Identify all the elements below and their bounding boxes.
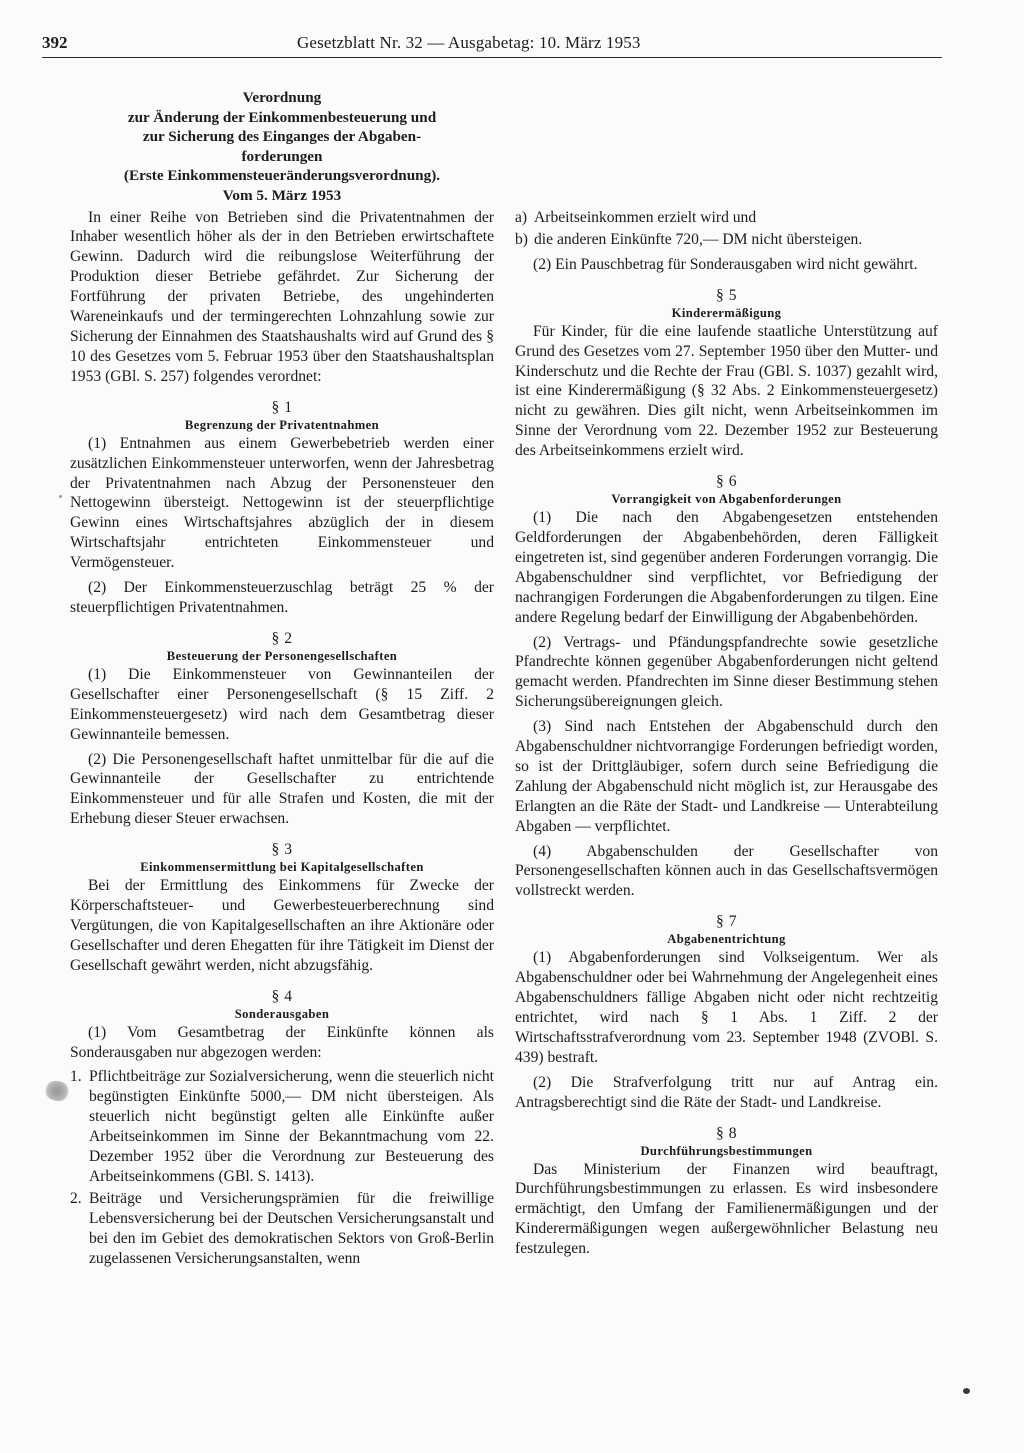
- section-2-heading: Besteuerung der Personengesellschaften: [166, 648, 398, 663]
- page-number: 392: [42, 33, 68, 52]
- title-line: forderungen: [241, 147, 323, 165]
- ordinance-title: [70, 88, 494, 206]
- list-item: [70, 1067, 494, 1186]
- section-3-symbol: § 3: [271, 841, 293, 859]
- section-4-list: [70, 1067, 494, 1268]
- section-2-para-2: (2) Die Personengesellschaft haftet unmittelbar für die auf die Gewinnanteile der Gesellschafter zu entrichtende Einkommensteuer und für alle Strafen und Kosten, die mit der Erhebung dieser Steuer erwachsen.: [70, 750, 494, 828]
- list-marker: b): [515, 230, 528, 248]
- section-5-para-1: Für Kinder, für die eine laufende staatliche Unterstützung auf Grund des Gesetzes vom 27. September 1950 über den Mutter- und Kinderschutz und die Rechte der Frau (GBl. S. 1037) gezahlt wird, ist eine Kinderermäßigung (§ 32 Abs. 2 Einkommensteuergesetz) nicht zu gewähren. Dies gilt nicht, wenn Arbeitseinkommen im Sinne der Verordnung vom 22. Dezember 1952 zur Besteuerung des Arbeitseinkommens erzielt wird.: [515, 322, 938, 460]
- list-text: Pflichtbeiträge zur Sozialversicherung, wenn die steuerlich nicht begünstigten Einkünfte 5000,— DM nicht übersteigen. Als steuerlich nicht begünstigt gelten alle Einkünfte außer Arbeitseinkommen im Sinne der Bekanntmachung vom 22. Dezember 1952 über die Verordnung zur Besteuerung des Arbeitseinkommens (GBl. S. 1413).: [89, 1068, 494, 1185]
- section-1-heading: Begrenzung der Privatentnahmen: [184, 417, 380, 432]
- section-2-symbol: § 2: [271, 629, 293, 647]
- section-3-heading: Einkommensermittlung bei Kapitalgesellschaften: [140, 860, 424, 875]
- list-item: [70, 1189, 494, 1269]
- section-4-sublist: [515, 208, 938, 250]
- running-head: Gesetzblatt Nr. 32 — Ausgabetag: 10. März 1953: [297, 33, 641, 52]
- left-column: [70, 88, 494, 1274]
- title-line: (Erste Einkommensteueränderungsverordnung).: [123, 167, 441, 185]
- section-7-symbol: § 7: [716, 913, 737, 931]
- section-7-heading: Abgabenentrichtung: [667, 932, 786, 947]
- ink-blot-mark: [44, 1081, 70, 1101]
- title-line: zur Sicherung des Einganges der Abgaben-: [142, 128, 422, 146]
- section-3-para-1: Bei der Ermittlung des Einkommens für Zwecke der Körperschaftsteuer- und Gewerbesteuerberechnung sind Vergütungen, die von Kapitalgesellschaften an ihre Aktionäre oder Gesellschafter und deren Ehegatten für ihre Tätigkeit im Dienst der Gesellschaft gewährt werden, nicht abzugsfähig.: [70, 877, 494, 974]
- section-1-para-2: (2) Der Einkommensteuerzuschlag beträgt 25 % der steuerpflichtigen Privatentnahmen.: [70, 579, 494, 616]
- list-marker: 1.: [70, 1068, 82, 1086]
- section-8-heading: Durchführungsbestimmungen: [640, 1143, 813, 1158]
- section-2-para-1: (1) Die Einkommensteuer von Gewinnanteilen der Gesellschafter einer Personengesellschaft (§ 15 Ziff. 2 Einkommensteuergesetz) wird nach dem Gesamtbetrag dieser Gewinnanteile bemessen.: [70, 665, 494, 743]
- ink-speck-mark: [59, 495, 62, 498]
- title-line: Verordnung: [242, 89, 322, 106]
- list-item: [515, 230, 938, 250]
- section-1-symbol: § 1: [271, 398, 293, 416]
- section-6-symbol: § 6: [716, 473, 737, 491]
- list-text: die anderen Einkünfte 720,— DM nicht übersteigen.: [534, 230, 863, 248]
- preamble: In einer Reihe von Betrieben sind die Privatentnahmen der Inhaber wesentlich höher als der in den Betrieben erwirtschaftete Gewinn. Dadurch wird die reibungslose Weiterführung der Produktion dieser Betriebe gefährdet. Zur Sicherung der Fortführung der privaten Betriebe, des ungehinderten Wareneinkaufs und der termingerechten Lohnzahlung sowie zur Sicherung der Einnahmen des Staatshaushalts wird auf Grund des § 10 des Gesetzes vom 5. Februar 1953 über den Staatshaushaltsplan 1953 (GBl. S. 257) folgendes verordnet:: [70, 208, 494, 385]
- section-6-para-1: (1) Die nach den Abgabengesetzen entstehenden Geldforderungen der Abgabenbehörden, deren Fälligkeit eingetreten ist, sind gegenüber anderen Forderungen vorrangig. Die Abgabenschuldner sind verpflichtet, vor Befriedigung der nachrangigen Forderungen die Abgabenforderungen zu tilgen. Eine andere Regelung bedarf der Einwilligung der Abgabenbehörden.: [515, 509, 938, 626]
- title-date: Vom 5. März 1953: [222, 186, 342, 204]
- section-8-symbol: § 8: [716, 1124, 737, 1142]
- title-line: zur Änderung der Einkommenbesteuerung und: [127, 108, 437, 126]
- section-6-para-3: (3) Sind nach Entstehen der Abgabenschuld durch den Abgabenschuldner nichtvorrangige Forderungen befriedigt worden, so ist der Drittgläubiger, sofern durch seine Befriedigung die Zahlung der Abgabenschuld nicht möglich ist, zur Herausgabe des Erlangten an die Räte der Stadt- und Landkreise — Unterabteilung Abgaben — verpflichtet.: [515, 718, 938, 835]
- list-marker: 2.: [70, 1189, 82, 1207]
- section-8-para-1: Das Ministerium der Finanzen wird beauftragt, Durchführungsbestimmungen zu erlassen. Es wird insbesondere ermächtigt, den Umfang der Familienermäßigungen und der Kinderermäßigungen wegen außergewöhnlicher Belastung neu festzulegen.: [515, 1160, 938, 1258]
- list-marker: a): [515, 209, 528, 226]
- section-5-heading: Kinderermäßigung: [671, 305, 782, 320]
- section-6-heading: Vorrangigkeit von Abgabenforderungen: [611, 492, 842, 507]
- list-item: [515, 208, 938, 228]
- list-text: Beiträge und Versicherungsprämien für die freiwillige Lebensversicherung bei der Deutschen Versicherungsanstalt und bei den im Gebiet des demokratischen Sektors von Groß-Berlin zugelassenen Versicherungsanstalten, wenn: [89, 1189, 494, 1267]
- section-7-para-1: (1) Abgabenforderungen sind Volkseigentum. Wer als Abgabenschuldner oder bei Wahrnehmung der Angelegenheit eines Abgabenschuldners fällige Abgaben nicht oder nicht rechtzeitig entrichtet, wird nach § 1 Abs. 1 Ziff. 2 der Wirtschaftsstrafverordnung vom 23. September 1948 (ZVOBl. S. 439) bestraft.: [515, 949, 938, 1066]
- page-header: [42, 33, 942, 58]
- right-column: [515, 88, 938, 1264]
- section-1-para-1: (1) Entnahmen aus einem Gewerbebetrieb werden einer zusätzlichen Einkommensteuer unterworfen, wenn der Jahresbetrag der Privatentnahmen nach Abzug der Personensteuer den Nettogewinn übersteigt. Nettogewinn ist der steuerpflichtige Gewinn eines Wirtschaftsjahres abzüglich der in diesem Wirtschaftsjahr entrichteten Einkommensteuer und Vermögensteuer.: [70, 434, 494, 572]
- section-4-para-2: (2) Ein Pauschbetrag für Sonderausgaben wird nicht gewährt.: [533, 255, 918, 273]
- list-text: Arbeitseinkommen erzielt wird und: [534, 209, 757, 226]
- section-4-para-1: (1) Vom Gesamtbetrag der Einkünfte können als Sonderausgaben nur abgezogen werden:: [70, 1023, 494, 1061]
- section-4-symbol: § 4: [271, 987, 293, 1005]
- section-6-para-4: (4) Abgabenschulden der Gesellschafter von Personengesellschaften können auch in das Gesellschaftsvermögen vollstreckt werden.: [515, 842, 938, 900]
- section-7-para-2: (2) Die Strafverfolgung tritt nur auf Antrag ein. Antragsberechtigt sind die Räte der Stadt- und Landkreise.: [515, 1073, 938, 1111]
- section-5-symbol: § 5: [716, 286, 737, 304]
- ink-speck-mark: [963, 1388, 970, 1394]
- section-4-heading: Sonderausgaben: [234, 1006, 330, 1021]
- section-6-para-2: (2) Vertrags- und Pfändungspfandrechte sowie gesetzliche Pfandrechte können gegenüber Abgabenforderungen nicht geltend gemacht werden. Pfandrechten im Sinne dieser Bestimmung stehen Sicherungsübereignungen gleich.: [515, 633, 938, 711]
